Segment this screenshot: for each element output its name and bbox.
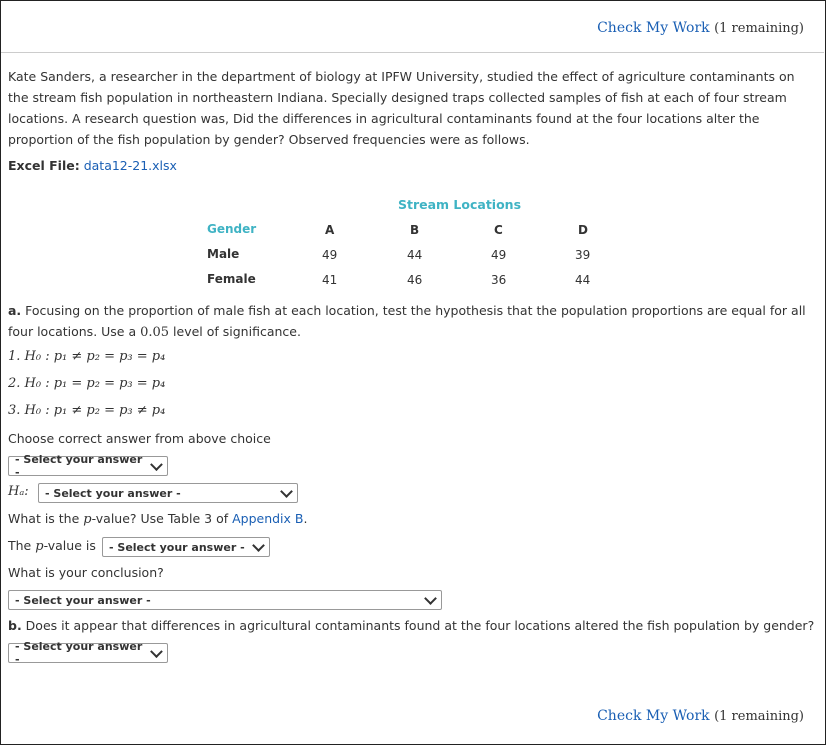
cell-female-d: 44	[575, 273, 591, 287]
excel-file-label: Excel File:	[8, 158, 80, 173]
part-b-question: Does it appear that differences in agricultural contaminants found at the four locations altered the fish population by gender?	[21, 618, 815, 633]
cell-female-c: 36	[491, 273, 507, 287]
intro-text: Kate Sanders, a researcher in the department of biology at IPFW University, studied the effect of agriculture contaminants on the stream fish population in northeastern Indiana. Specially designed traps collected samples of fish at each of four stream locations. A research question was, Did the differences in agricultural contaminants found at the four locations alter the proportion of the fish population by gender? Observed frequencies were as follows.	[8, 69, 795, 147]
conclusion-select-value: - Select your answer -	[15, 593, 151, 607]
check-my-work-link[interactable]: Check My Work	[597, 708, 710, 724]
pvalue-q-1: What is the	[8, 511, 84, 526]
part-b-text	[8, 618, 816, 633]
row-header: Gender	[207, 222, 257, 236]
pvalue-question	[8, 511, 307, 527]
appendix-link[interactable]: Appendix B	[232, 511, 304, 526]
cell-male-a: 49	[322, 248, 338, 262]
cell-male-b: 44	[407, 248, 423, 262]
chevron-down-icon	[150, 645, 162, 657]
cell-male-d: 39	[575, 248, 591, 262]
pvalue-label-1: The	[8, 538, 36, 553]
cell-female-b: 46	[407, 273, 423, 287]
pvalue-q-2: -value? Use Table 3 of	[91, 511, 233, 526]
choose-label: Choose correct answer from above choice	[8, 431, 271, 446]
part-b-select[interactable]	[8, 640, 168, 666]
check-my-work-top	[597, 20, 804, 36]
conclusion-select[interactable]	[8, 590, 442, 610]
cell-male-c: 49	[491, 248, 507, 262]
question-content	[8, 66, 816, 176]
chevron-down-icon	[424, 592, 437, 605]
part-a-text-2: level of significance.	[169, 324, 301, 339]
h0-select-value: - Select your answer -	[15, 453, 143, 479]
header-divider	[1, 52, 824, 53]
part-a-text	[8, 300, 816, 343]
table-title: Stream Locations	[398, 197, 522, 212]
alpha-value: 0.05	[140, 325, 170, 340]
conclusion-question: What is your conclusion?	[8, 565, 164, 580]
col-header-b: B	[410, 223, 420, 237]
chevron-down-icon	[150, 458, 162, 470]
pvalue-label-p: p	[35, 539, 44, 554]
choice-3: 3. H₀ : p₁ ≠ p₂ = p₃ ≠ p₄	[8, 403, 166, 418]
remaining-count: (1 remaining)	[714, 21, 804, 36]
col-header-c: C	[494, 223, 503, 237]
excel-file-row	[8, 155, 816, 176]
choice-2: 2. H₀ : p₁ = p₂ = p₃ = p₄	[8, 376, 166, 391]
ha-label: Hₐ:	[8, 484, 29, 499]
pvalue-select-value: - Select your answer -	[109, 540, 245, 554]
pvalue-label	[8, 538, 96, 554]
row-label-male: Male	[207, 247, 240, 261]
choice-1: 1. H₀ : p₁ ≠ p₂ = p₃ = p₄	[8, 349, 166, 364]
ha-select[interactable]	[38, 483, 298, 503]
ha-select-value: - Select your answer -	[45, 486, 181, 500]
pvalue-q-3: .	[303, 511, 308, 526]
pvalue-q-p: p	[83, 512, 92, 527]
part-b-select-value: - Select your answer -	[15, 640, 143, 666]
check-my-work-bottom	[597, 708, 804, 724]
pvalue-select[interactable]	[102, 537, 270, 557]
pvalue-label-2: -value is	[43, 538, 96, 553]
col-header-a: A	[325, 223, 335, 237]
col-header-d: D	[578, 223, 588, 237]
part-a-text-1: Focusing on the proportion of male fish at each location, test the hypothesis that the population proportions are equal for all four locations. Use a	[8, 303, 806, 339]
remaining-count: (1 remaining)	[714, 709, 804, 724]
chevron-down-icon	[280, 485, 293, 498]
part-b-prefix: b.	[8, 618, 22, 633]
cell-female-a: 41	[322, 273, 338, 287]
chevron-down-icon	[252, 539, 265, 552]
h0-select[interactable]	[8, 453, 168, 479]
check-my-work-link[interactable]: Check My Work	[597, 20, 710, 36]
row-label-female: Female	[207, 272, 256, 286]
excel-file-link[interactable]: data12-21.xlsx	[83, 158, 177, 173]
part-a-prefix: a.	[8, 303, 22, 318]
